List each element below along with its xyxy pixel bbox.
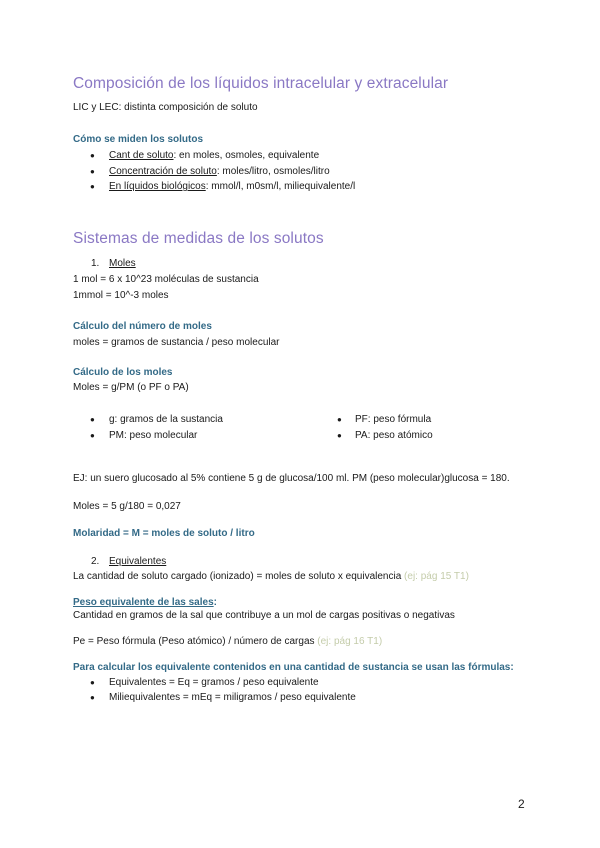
list-item-concentracion: [109, 166, 330, 177]
peso-heading-text: Peso equivalente de las sales: [73, 597, 214, 608]
list-item-cant: [109, 150, 319, 161]
list-item-liquidos: [109, 181, 355, 192]
page-number: 2: [518, 797, 525, 811]
mmol-definition: 1mmol = 10^-3 moles: [73, 290, 169, 301]
page-reference: (ej: pág 16 T1): [314, 636, 383, 647]
bullet-icon: ●: [90, 693, 95, 702]
calc-moles-heading: Cálculo de los moles: [73, 367, 173, 378]
moles-label: Moles: [109, 258, 136, 269]
calc-number-formula: moles = gramos de sustancia / peso molecular: [73, 337, 280, 348]
peso-equiv-heading: [73, 597, 217, 608]
intro-text: LIC y LEC: distinta composición de soluto: [73, 102, 258, 113]
pe-formula-text: Pe = Peso fórmula (Peso atómico) / número de cargas: [73, 636, 315, 647]
molarity-heading: Molaridad = M = moles de soluto / litro: [73, 528, 255, 539]
bullet-icon: ●: [90, 431, 95, 440]
mol-definition: 1 mol = 6 x 10^23 moléculas de sustancia: [73, 274, 259, 285]
peso-equiv-definition: Cantidad en gramos de la sal que contribuye a un mol de cargas positivas o negativas: [73, 610, 455, 621]
bullet-icon: ●: [90, 182, 95, 191]
calc-number-heading: Cálculo del número de moles: [73, 321, 212, 332]
section-title-composicion: Composición de los líquidos intracelular y extracelular: [73, 75, 449, 92]
formulas-heading: Para calcular los equivalente contenidos en una cantidad de sustancia se usan las fórmulas:: [73, 662, 514, 673]
formula-equivalentes: Equivalentes = Eq = gramos / peso equivalente: [109, 677, 319, 688]
legend-pf: PF: peso fórmula: [355, 414, 432, 425]
page-reference: (ej: pág 15 T1): [401, 571, 469, 582]
term: Cant de soluto: [109, 150, 174, 161]
legend-g: g: gramos de la sustancia: [109, 414, 223, 425]
bullet-icon: ●: [90, 678, 95, 687]
section-title-sistemas: Sistemas de medidas de los solutos: [73, 230, 324, 247]
equiv-definition: [73, 571, 469, 582]
bullet-icon: ●: [90, 151, 95, 160]
term: En líquidos biológicos: [109, 181, 206, 192]
term-desc: : moles/litro, osmoles/litro: [216, 166, 330, 177]
bullet-icon: ●: [337, 415, 342, 424]
bullet-icon: ●: [90, 167, 95, 176]
equiv-def-text: La cantidad de soluto cargado (ionizado) = moles de soluto x equivalencia: [73, 571, 402, 582]
formula-miliequivalentes: Miliequivalentes = mEq = miligramos / peso equivalente: [109, 692, 356, 703]
equivalentes-label: Equivalentes: [109, 556, 167, 567]
list-number: 2.: [91, 556, 100, 567]
calc-moles-formula: Moles = g/PM (o PF o PA): [73, 382, 189, 393]
bullet-icon: ●: [337, 431, 342, 440]
legend-pa: PA: peso atómico: [355, 430, 433, 441]
how-measured-heading: Cómo se miden los solutos: [73, 134, 204, 145]
bullet-icon: ●: [90, 415, 95, 424]
term: Concentración de soluto: [109, 166, 217, 177]
example-result: Moles = 5 g/180 = 0,027: [73, 501, 181, 512]
peso-heading-colon: :: [213, 597, 217, 608]
pe-formula: [73, 636, 382, 647]
example-text: EJ: un suero glucosado al 5% contiene 5 g de glucosa/100 ml. PM (peso molecular)glucosa = 180.: [73, 473, 510, 484]
legend-pm: PM: peso molecular: [109, 430, 198, 441]
term-desc: : mmol/l, m0sm/l, miliequivalente/l: [205, 181, 356, 192]
list-number: 1.: [91, 258, 100, 269]
term-desc: : en moles, osmoles, equivalente: [173, 150, 320, 161]
